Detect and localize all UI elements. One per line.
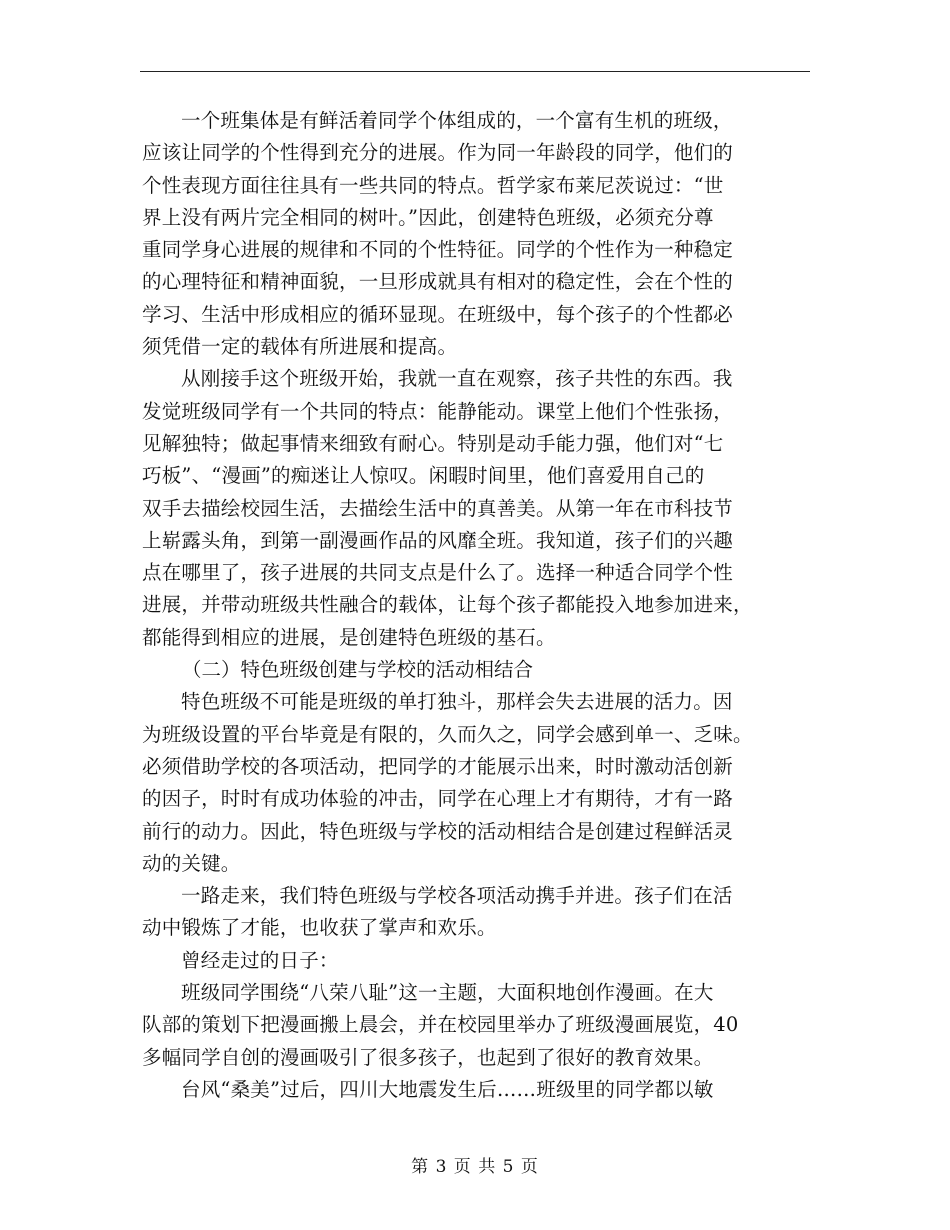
paragraph-line: 见解独特；做起事情来细致有耐心。特别是动手能力强，他们对“七	[142, 431, 724, 455]
section-heading: （二）特色班级创建与学校的活动相结合	[182, 658, 534, 682]
paragraph-line: 动中锻炼了才能，也收获了掌声和欢乐。	[142, 916, 497, 940]
body-paragraph	[142, 1074, 812, 1106]
paragraph-line: 动的关键。	[142, 851, 241, 875]
paragraph-line: 须凭借一定的载体有所进展和提高。	[142, 335, 458, 359]
paragraph-line: 巧板”、“漫画”的痴迷让人惊叹。闲暇时间里，他们喜爱用自己的	[142, 464, 705, 488]
paragraph-line: 上崭露头角，到第一副漫画作品的风靡全班。我知道，孩子们的兴趣	[142, 528, 734, 552]
paragraph-line: 为班级设置的平台毕竟是有限的，久而久之，同学会感到单一、乏味。	[142, 722, 753, 746]
paragraph-line: 一个班集体是有鲜活着同学个体组成的，一个富有生机的班级，	[181, 109, 733, 132]
paragraph-line: 特色班级不可能是班级的单打独斗，那样会失去进展的活力。因	[181, 690, 733, 714]
paragraph-line: 的心理特征和精神面貌，一旦形成就具有相对的稳定性，会在个性的	[142, 270, 734, 294]
paragraph-line: 的因子，时时有成功体验的冲击，同学在心理上才有期待，才有一路	[142, 787, 734, 811]
header-rule	[140, 71, 810, 72]
paragraph-line: 必须借助学校的各项活动，把同学的才能展示出来，时时激动活创新	[142, 754, 734, 778]
document-body	[142, 105, 812, 1106]
paragraph-line: 多幅同学自创的漫画吸引了很多孩子，也起到了很好的教育效果。	[142, 1045, 714, 1069]
paragraph-line: 点在哪里了，孩子进展的共同支点是什么了。选择一种适合同学个性	[142, 561, 734, 585]
paragraph-line: 班级同学围绕“八荣八耻”这一主题，大面积地创作漫画。在大	[181, 981, 714, 1005]
paragraph-line: 双手去描绘校园生活，去描绘生活中的真善美。从第一年在市科技节	[142, 496, 734, 520]
body-paragraph	[142, 105, 812, 363]
paragraph-line: 前行的动力。因此，特色班级与学校的活动相结合是创建过程鲜活灵	[142, 819, 734, 843]
body-paragraph	[142, 977, 812, 1074]
paragraph-line: 进展，并带动班级共性融合的载体，让每个孩子都能投入地参加进来，	[142, 593, 753, 617]
body-paragraph	[142, 686, 812, 880]
paragraph-line: 从刚接手这个班级开始，我就一直在观察，孩子共性的东西。我	[181, 367, 733, 391]
paragraph-line: 重同学身心进展的规律和不同的个性特征。同学的个性作为一种稳定	[142, 238, 734, 262]
page-footer	[0, 1152, 950, 1177]
paragraph-line: 台风“桑美”过后，四川大地震发生后……班级里的同学都以敏	[181, 1077, 714, 1101]
body-paragraph	[142, 945, 812, 977]
paragraph-line: 界上没有两片完全相同的树叶。”因此，创建特色班级，必须充分尊	[142, 205, 714, 229]
body-paragraph	[142, 880, 812, 945]
paragraph-line: 应该让同学的个性得到充分的进展。作为同一年龄段的同学，他们的	[142, 141, 734, 165]
paragraph-line: 曾经走过的日子：	[181, 948, 339, 972]
paragraph-line: 队部的策划下把漫画搬上晨会，并在校园里举办了班级漫画展览，40	[142, 1013, 739, 1037]
paragraph-line: 一路走来，我们特色班级与学校各项活动携手并进。孩子们在活	[181, 884, 733, 908]
paragraph-line: 都能得到相应的进展，是创建特色班级的基石。	[142, 625, 556, 649]
page-number-label: 第 3 页 共 5 页	[411, 1157, 539, 1177]
body-paragraph	[142, 363, 812, 654]
paragraph-line: 个性表现方面往往具有一些共同的特点。哲学家布莱尼茨说过：“世	[142, 173, 724, 197]
paragraph-line: 发觉班级同学有一个共同的特点：能静能动。课堂上他们个性张扬，	[142, 399, 734, 423]
paragraph-line: 学习、生活中形成相应的循环显现。在班级中，每个孩子的个性都必	[142, 302, 734, 326]
